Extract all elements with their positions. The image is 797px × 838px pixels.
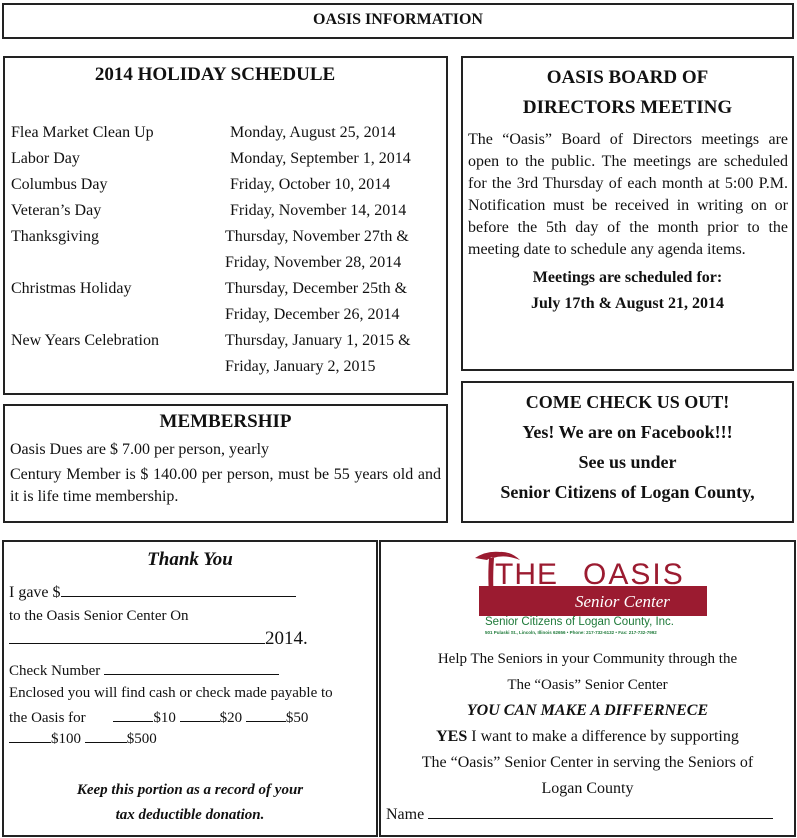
holiday-date: Monday, August 25, 2014	[230, 124, 396, 141]
amount-20-label: $20	[219, 710, 243, 726]
help-line-2: The “Oasis” Senior Center	[507, 677, 668, 693]
meetings-scheduled-label: Meetings are scheduled for:	[532, 269, 723, 286]
holiday-date: Friday, December 26, 2014	[225, 306, 400, 323]
logo-address: 501 Pulaski St., Lincoln, Illinois 62656 • Phone: 217-732-6132 • Fax: 217-732-7992	[485, 630, 657, 635]
logo-senior-center: Senior Center	[575, 592, 670, 611]
oasis-for-label: the Oasis for	[9, 710, 86, 726]
board-body: The “Oasis” Board of Directors meetings are open to the public. The meetings are scheduled for the 3rd Thursday of each month at 5:00 P.M. Notification must be received in writing on or before the 5th day of the month prior to the meeting date to schedule any agenda items.	[468, 131, 788, 258]
donation-box	[379, 540, 796, 837]
membership-title: MEMBERSHIP	[159, 411, 292, 432]
membership-dues: Oasis Dues are $ 7.00 per person, yearly	[10, 441, 270, 458]
amount-row-2	[9, 728, 157, 748]
keep-record-line-2: tax deductible donation.	[115, 807, 265, 823]
page-title: OASIS INFORMATION	[313, 11, 483, 28]
check-row	[9, 660, 279, 680]
check-number-field[interactable]	[104, 660, 279, 675]
holiday-date: Thursday, December 25th &	[225, 280, 408, 297]
yes-rest: I want to make a difference by supporting	[467, 728, 739, 745]
amount-50-label: $50	[285, 710, 309, 726]
holiday-name: Christmas Holiday	[11, 280, 132, 297]
name-field[interactable]	[428, 804, 773, 819]
gave-amount-field[interactable]	[61, 582, 296, 597]
help-line-1: Help The Seniors in your Community through the	[437, 651, 738, 667]
keep-record-line-1: Keep this portion as a record of your	[76, 782, 304, 798]
holiday-date: Friday, January 2, 2015	[225, 358, 376, 375]
oasis-logo	[465, 546, 710, 634]
serving-line: The “Oasis” Senior Center in serving the Seniors of	[421, 754, 754, 771]
holiday-date: Monday, September 1, 2014	[230, 150, 411, 167]
holiday-title: 2014 HOLIDAY SCHEDULE	[94, 64, 336, 85]
yes-line	[381, 724, 794, 750]
holiday-name: Flea Market Clean Up	[11, 124, 154, 141]
holiday-name: Labor Day	[11, 150, 80, 167]
gave-label: I gave $	[9, 584, 61, 601]
board-meeting-box	[461, 56, 794, 371]
amount-50-field[interactable]	[246, 707, 286, 722]
logo-org: Senior Citizens of Logan County, Inc.	[485, 616, 675, 628]
holiday-date: Thursday, November 27th &	[225, 228, 409, 245]
century-member: Century Member is $ 140.00 per person, must be 55 years old and it is life time membership.	[10, 466, 441, 505]
amount-20-field[interactable]	[180, 707, 220, 722]
make-difference-heading: YOU CAN MAKE A DIFFERNECE	[466, 702, 709, 719]
holiday-schedule-box	[3, 56, 448, 395]
header-box	[2, 3, 794, 39]
check-number-label: Check Number	[9, 663, 101, 679]
amount-500-label: $500	[126, 731, 157, 747]
to-center-label: to the Oasis Senior Center On	[9, 608, 189, 624]
facebook-line-3: See us under	[578, 452, 677, 472]
logo-the: THE	[495, 558, 558, 591]
enclosed-label: Enclosed you will find cash or check made payable to	[9, 685, 333, 701]
holiday-name: Veteran’s Day	[11, 202, 102, 219]
amount-100-field[interactable]	[9, 728, 51, 743]
holiday-date: Thursday, January 1, 2015 &	[225, 332, 411, 349]
board-title-2: DIRECTORS MEETING	[522, 97, 733, 118]
holiday-name: Columbus Day	[11, 176, 108, 193]
date-field[interactable]	[9, 629, 265, 644]
holiday-name: New Years Celebration	[11, 332, 159, 349]
name-row	[386, 804, 773, 824]
date-row	[9, 628, 308, 650]
membership-box	[3, 404, 448, 523]
name-label: Name	[386, 806, 425, 823]
amount-500-field[interactable]	[85, 728, 127, 743]
amount-10-label: $10	[153, 710, 176, 726]
board-title-1: OASIS BOARD OF	[546, 67, 709, 88]
amount-10-field[interactable]	[113, 707, 153, 722]
facebook-line-1: COME CHECK US OUT!	[525, 392, 730, 412]
holiday-date: Friday, November 14, 2014	[230, 202, 407, 219]
year-label: 2014.	[265, 628, 308, 649]
thank-you-box	[2, 540, 378, 837]
facebook-box	[461, 381, 794, 523]
logo-oasis: OASIS	[583, 558, 685, 591]
gave-row	[9, 582, 296, 602]
holiday-name: Thanksgiving	[11, 228, 99, 245]
holiday-date: Friday, November 28, 2014	[225, 254, 402, 271]
facebook-line-4: Senior Citizens of Logan County,	[500, 482, 755, 502]
thank-you-title: Thank You	[147, 549, 233, 570]
county-line: Logan County	[541, 780, 634, 797]
amount-100-label: $100	[51, 731, 81, 747]
amount-row-1	[9, 707, 308, 727]
facebook-line-2: Yes! We are on Facebook!!!	[522, 422, 733, 442]
meetings-scheduled-dates: July 17th & August 21, 2014	[531, 295, 724, 312]
yes-label: YES	[436, 728, 468, 745]
holiday-date: Friday, October 10, 2014	[230, 176, 391, 193]
